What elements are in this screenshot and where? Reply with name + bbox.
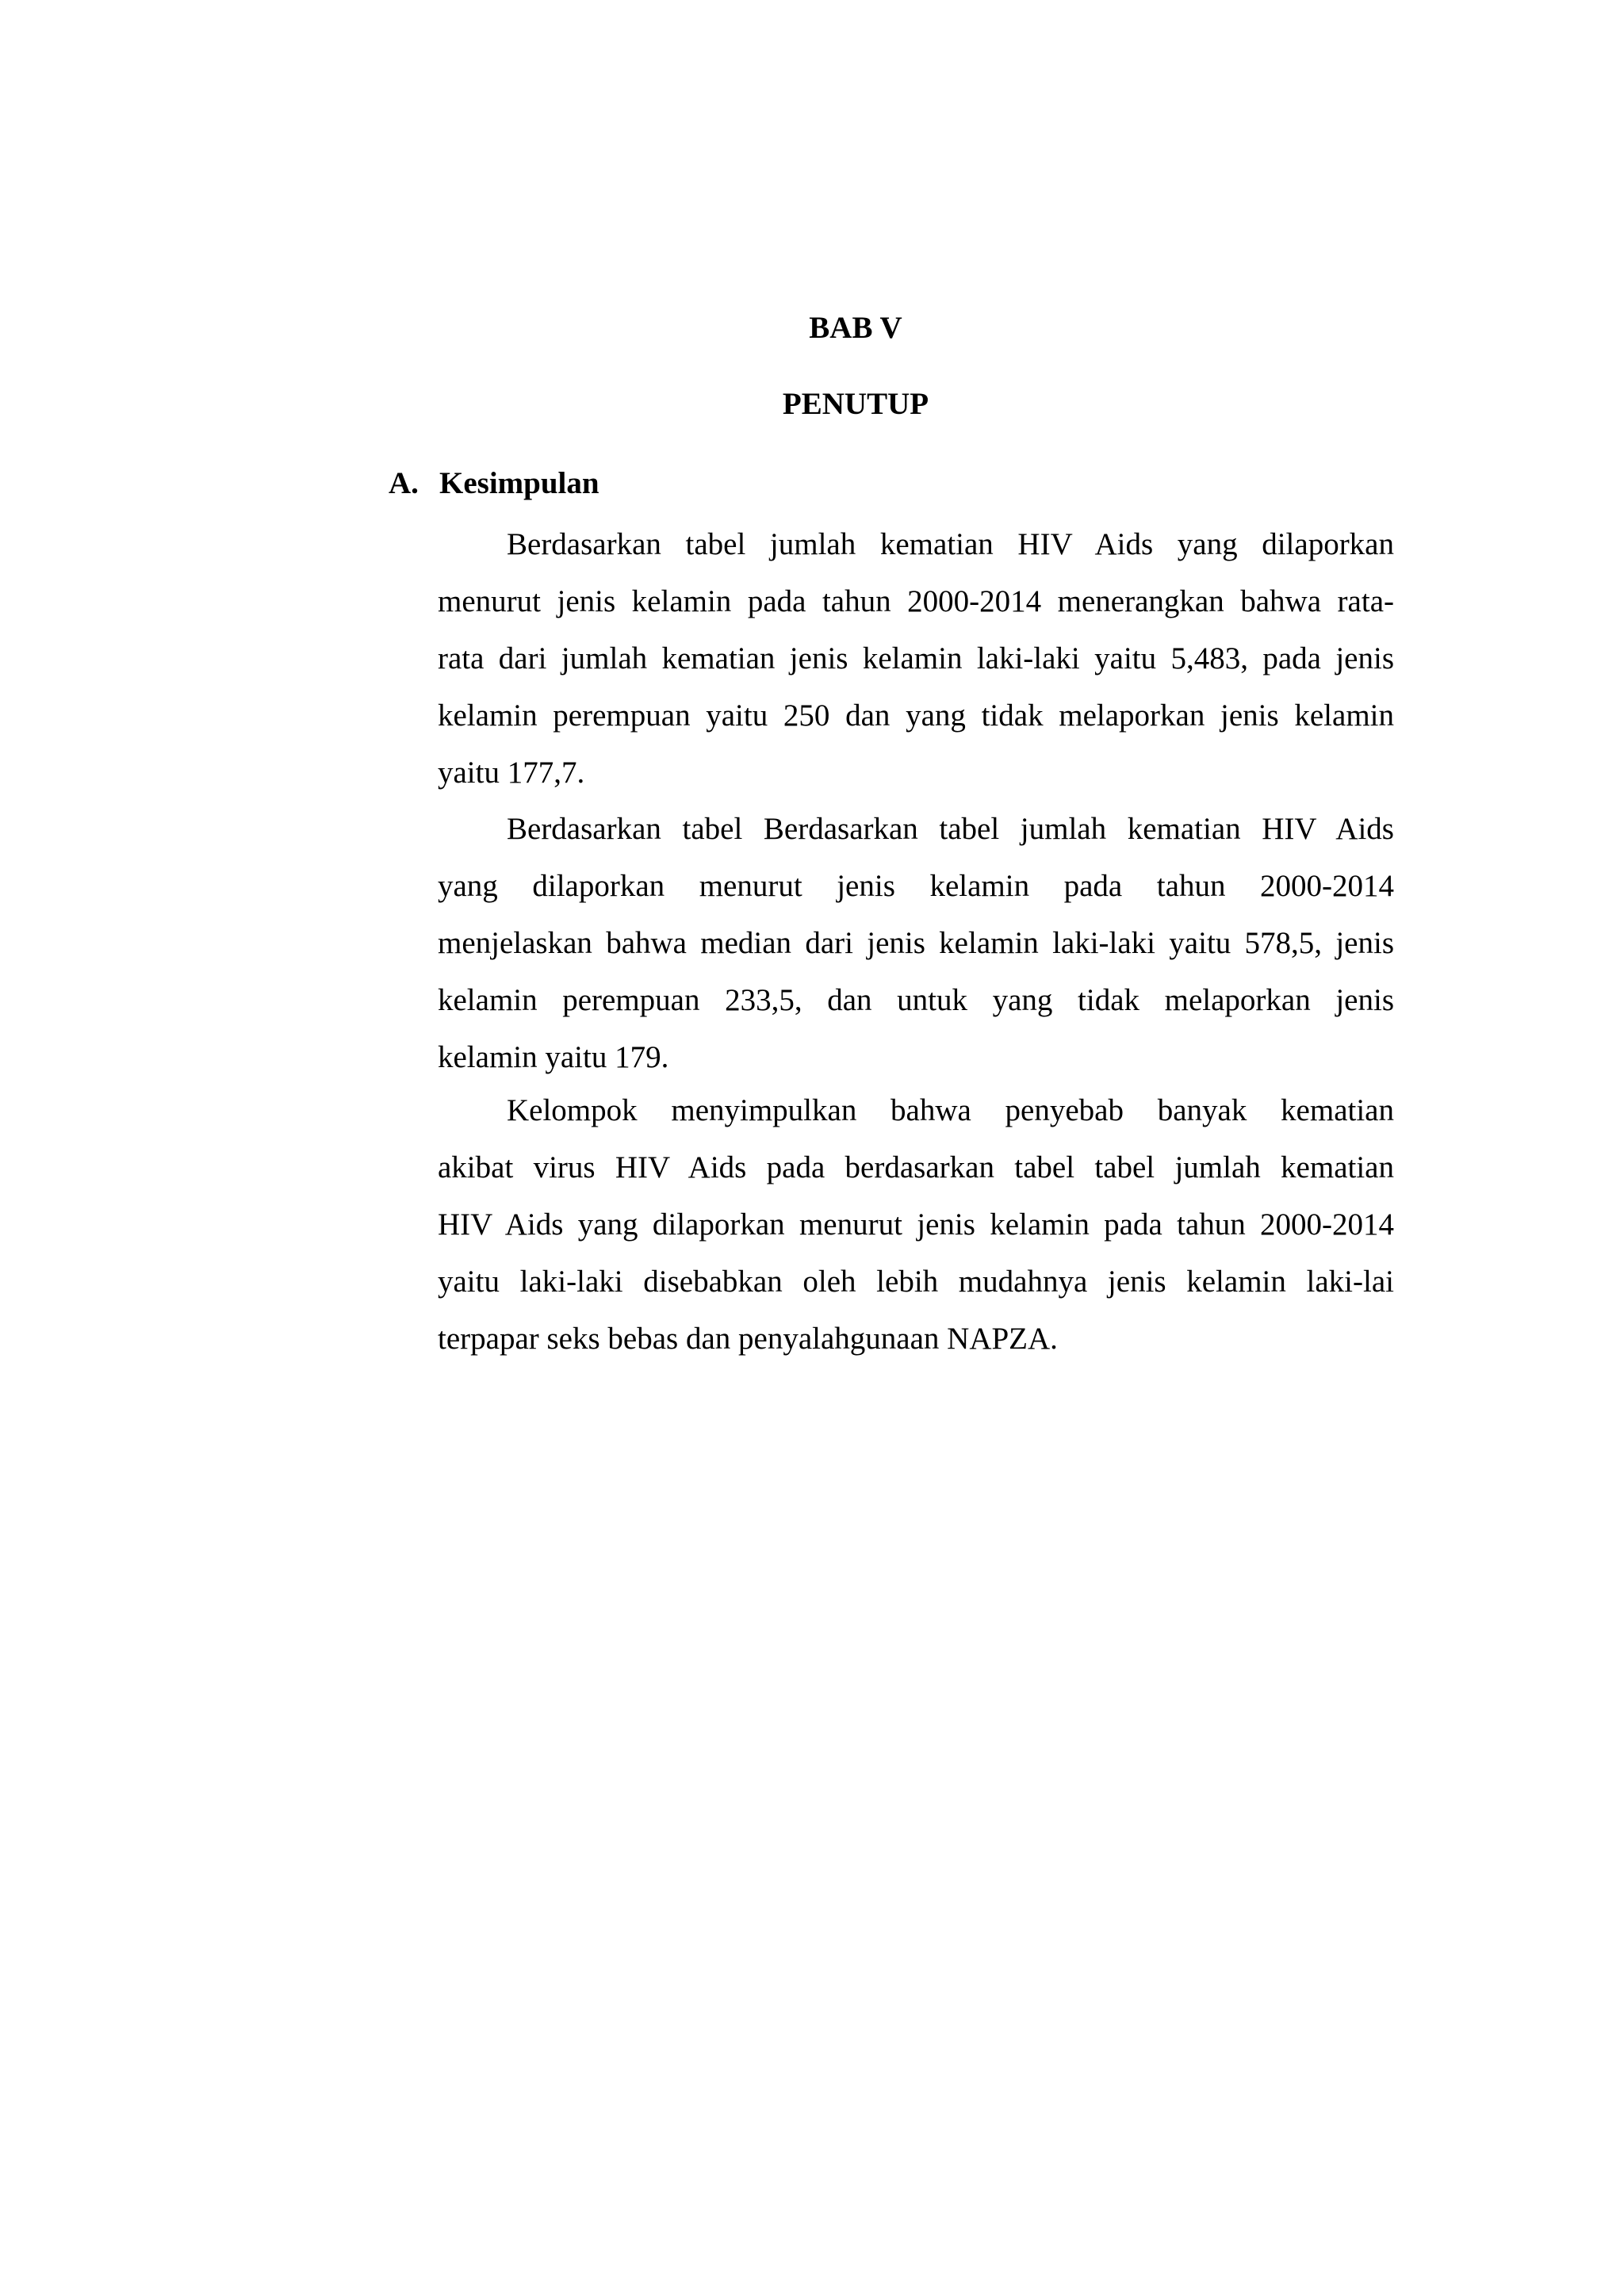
chapter-number: BAB V: [809, 311, 902, 345]
paragraph-line: Berdasarkan tabel jumlah kematian HIV Aids yang dilaporkan: [507, 527, 1394, 561]
paragraph-line: akibat virus HIV Aids pada berdasarkan tabel tabel jumlah kematian: [438, 1150, 1394, 1184]
paragraph-line: kelamin perempuan yaitu 250 dan yang tidak melaporkan jenis kelamin: [438, 698, 1394, 733]
paragraph: [438, 1082, 1394, 1368]
paragraph-line: Kelompok menyimpulkan bahwa penyebab banyak kematian: [507, 1093, 1394, 1127]
chapter-title: PENUTUP: [782, 387, 929, 421]
paragraph-line: HIV Aids yang dilaporkan menurut jenis kelamin pada tahun 2000-2014: [438, 1207, 1394, 1242]
paragraph-line: Berdasarkan tabel Berdasarkan tabel jumlah kematian HIV Aids: [507, 812, 1394, 846]
paragraph-line: yaitu 177,7.: [438, 756, 585, 790]
paragraph-line: menurut jenis kelamin pada tahun 2000-2014 menerangkan bahwa rata-: [438, 584, 1394, 618]
paragraph-line: yang dilaporkan menurut jenis kelamin pada tahun 2000-2014: [438, 869, 1394, 903]
paragraph: [438, 516, 1394, 802]
section-marker: A.: [389, 466, 419, 500]
paragraph-line: yaitu laki-laki disebabkan oleh lebih mudahnya jenis kelamin laki-lai: [438, 1265, 1394, 1299]
paragraph-line: kelamin perempuan 233,5, dan untuk yang tidak melaporkan jenis: [438, 983, 1394, 1017]
section-heading: [389, 468, 599, 499]
paragraph: [438, 801, 1394, 1086]
section-title: Kesimpulan: [439, 466, 599, 500]
paragraph-line: terpapar seks bebas dan penyalahgunaan NAPZA.: [438, 1322, 1058, 1356]
paragraph-line: rata dari jumlah kematian jenis kelamin laki-laki yaitu 5,483, pada jenis: [438, 641, 1394, 675]
paragraph-line: kelamin yaitu 179.: [438, 1040, 669, 1074]
paragraph-line: menjelaskan bahwa median dari jenis kelamin laki-laki yaitu 578,5, jenis: [438, 926, 1394, 960]
